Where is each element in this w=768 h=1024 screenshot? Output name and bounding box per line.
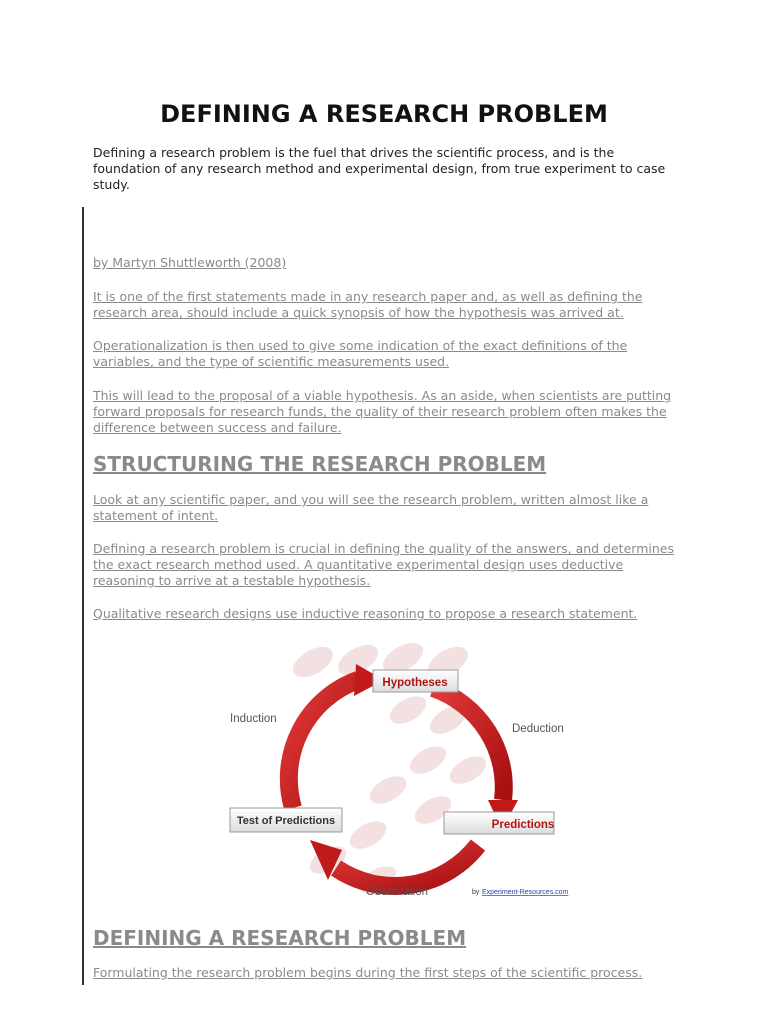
hypotheses-box xyxy=(373,670,458,692)
intro-paragraph: Defining a research problem is the fuel that drives the scientific process, and is the foundation of any research method and experimental design, from true experiment to case study. xyxy=(93,145,666,192)
author-link[interactable]: by Martyn Shuttleworth (2008) xyxy=(93,255,287,270)
paragraph-link-3[interactable]: This will lead to the proposal of a viable hypothesis. As an aside, when scientists are putting forward proposals for research funds, the quality of their research problem often makes the difference between success and failure. xyxy=(93,388,672,435)
paragraph-link-2[interactable]: Operationalization is then used to give some indication of the exact definitions of the variables, and the type of scientific measurements used. xyxy=(93,338,628,369)
paragraph-link-1[interactable]: It is one of the first statements made in any research paper and, as well as defining the research area, should include a quick synopsis of how the hypothesis was arrived at. xyxy=(93,289,643,320)
deduction-arrow xyxy=(433,688,504,800)
observation-label: Observation xyxy=(366,886,429,898)
left-border-rule xyxy=(82,207,84,985)
section1-link-3[interactable]: Qualitative research designs use inductive reasoning to propose a research statement. xyxy=(93,606,638,621)
predictions-label: Predictions xyxy=(491,819,555,831)
scientific-cycle-diagram xyxy=(218,640,578,905)
section2-link-1[interactable]: Formulating the research problem begins during the first steps of the scientific process. xyxy=(93,965,643,980)
section-heading-defining[interactable]: DEFINING A RESEARCH PROBLEM xyxy=(93,926,467,950)
test-of-predictions-label: Test of Predictions xyxy=(236,815,336,827)
hypotheses-label: Hypotheses xyxy=(382,677,448,689)
section-heading-structuring[interactable]: STRUCTURING THE RESEARCH PROBLEM xyxy=(93,452,547,476)
credit-by: by xyxy=(472,889,480,896)
credit-site-link[interactable]: Experiment-Resources.com xyxy=(482,889,569,896)
section1-link-2[interactable]: Defining a research problem is crucial in defining the quality of the answers, and determines the exact research method used. A quantitative experimental design uses deductive reasoning to arrive at a testable hypothesis. xyxy=(93,541,674,588)
section1-link-1[interactable]: Look at any scientific paper, and you will see the research problem, written almost like a statement of intent. xyxy=(93,492,649,523)
page-title: DEFINING A RESEARCH PROBLEM xyxy=(160,100,608,128)
induction-arrow xyxy=(289,680,358,808)
deduction-label: Deduction xyxy=(512,723,564,735)
test-of-predictions-box xyxy=(230,808,342,832)
induction-label: Induction xyxy=(230,713,277,725)
predictions-box xyxy=(444,812,554,834)
observation-arrow xyxy=(336,845,478,886)
